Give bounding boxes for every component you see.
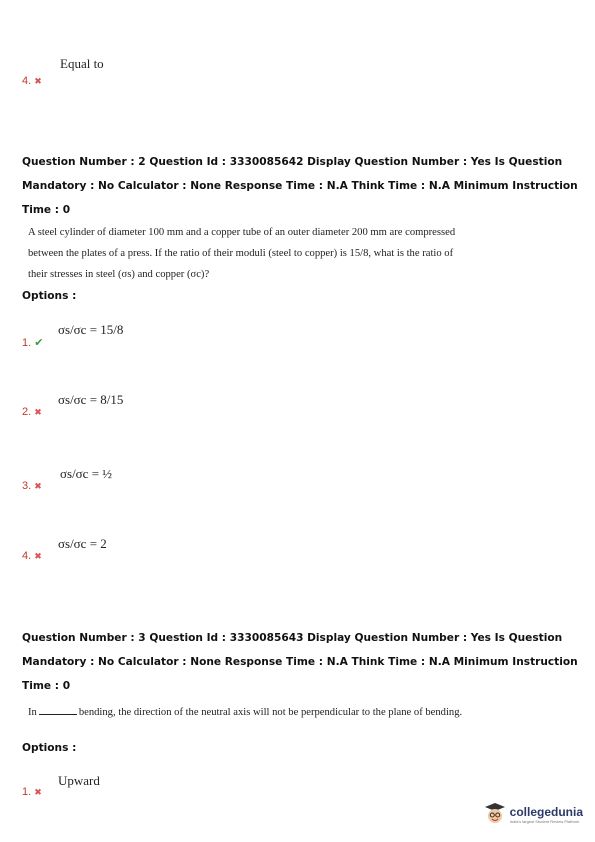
header-line: Question Number : 2 Question Id : 3330085642 Display Question Number : Yes Is Question — [22, 156, 563, 168]
question-text-before: In — [28, 707, 37, 718]
option-text: σs/σc = 2 — [58, 536, 107, 551]
option-text: Upward — [58, 773, 100, 788]
option-number — [22, 406, 42, 418]
option-text: σs/σc = 8/15 — [58, 392, 124, 407]
options-label: Options : — [22, 742, 77, 754]
question-2-header — [22, 150, 582, 222]
header-line: Time : 0 — [22, 680, 71, 692]
option-number-label: 4. — [22, 550, 32, 562]
wrong-mark-icon: ✖ — [34, 787, 42, 797]
mascot-icon — [484, 802, 506, 826]
option-number-label: 3. — [22, 480, 32, 492]
option-text: σs/σc = ½ — [60, 466, 113, 481]
option-text: Equal to — [60, 56, 104, 71]
wrong-mark-icon: ✖ — [34, 551, 42, 561]
question-2-text — [28, 222, 468, 285]
option-number — [22, 480, 42, 492]
wrong-mark-icon: ✖ — [34, 76, 42, 86]
wrong-mark-icon: ✖ — [34, 481, 42, 491]
option-text: σs/σc = 15/8 — [58, 322, 124, 337]
question-text-line: between the plates of a press. If the ratio of their moduli (steel to copper) is 15/8, what is the ratio of — [28, 248, 454, 259]
header-line: Question Number : 3 Question Id : 3330085643 Display Question Number : Yes Is Question — [22, 632, 563, 644]
logo-tagline: India's largest Student Review Platform — [509, 818, 580, 824]
option-number-label: 1. — [22, 786, 32, 798]
question-text-line: A steel cylinder of diameter 100 mm and a copper tube of an outer diameter 200 mm are compressed — [28, 227, 456, 238]
option-number-label: 4. — [22, 75, 32, 87]
option-number — [22, 786, 42, 798]
header-line: Mandatory : No Calculator : None Response Time : N.A Think Time : N.A Minimum Instruction — [22, 180, 578, 192]
options-label: Options : — [22, 290, 77, 302]
header-line: Mandatory : No Calculator : None Response Time : N.A Think Time : N.A Minimum Instruction — [22, 656, 578, 668]
option-number — [22, 336, 43, 349]
correct-check-icon: ✔ — [34, 337, 44, 349]
fill-in-blank — [39, 704, 77, 715]
option-number-label: 2. — [22, 406, 32, 418]
option-number — [22, 75, 42, 87]
logo-name: collegedunia — [509, 804, 583, 819]
question-3-header — [22, 626, 582, 698]
option-number — [22, 550, 42, 562]
question-text-after: bending, the direction of the neutral axis will not be perpendicular to the plane of bending. — [78, 707, 463, 718]
header-line: Time : 0 — [22, 204, 71, 216]
collegedunia-logo — [484, 802, 583, 826]
question-3-text — [28, 702, 498, 723]
question-text-line: their stresses in steel (σs) and copper (σc)? — [28, 269, 210, 280]
wrong-mark-icon: ✖ — [34, 407, 42, 417]
option-number-label: 1. — [22, 337, 32, 349]
